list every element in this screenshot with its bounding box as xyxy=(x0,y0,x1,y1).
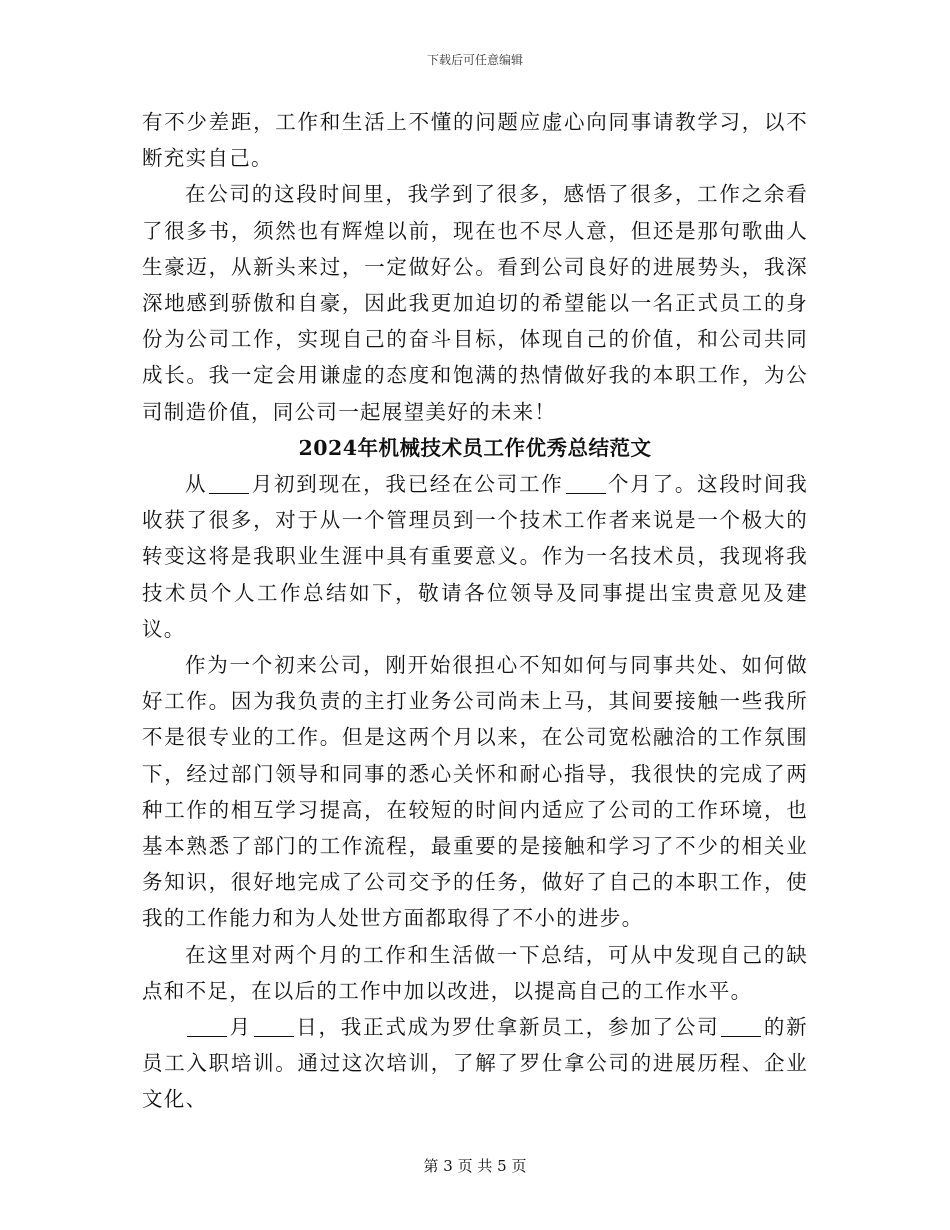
section-title: 2024年机械技术员工作优秀总结范文 xyxy=(298,435,652,460)
paragraph-summary: 在这里对两个月的工作和生活做一下总结，可从中发现自己的缺点和不足，在以后的工作中加以改进，以提高自己的工作水平。 xyxy=(142,942,808,1003)
paragraph-experience: 作为一个初来公司，刚开始很担心不知如何与同事共处、如何做好工作。因为我负责的主打业务公司尚未上马，其间要接触一些我所不是很专业的工作。但是这两个月以来，在公司宽松融洽的工作氛围下，经过部门领导和同事的悉心关怀和耐心指导，我很快的完成了两种工作的相互学习提高，在较短的时间内适应了公司的工作环境，也基本熟悉了部门的工作流程，最重要的是接触和学习了不少的相关业务知识，很好地完成了公司交予的任务，做好了自己的本职工作，使我的工作能力和为人处世方面都取得了不小的进步。 xyxy=(142,653,808,931)
paragraph-onboarding-part-c: 的新员工入职培训。通过这次培训，了解了罗仕拿公司的进展历程、企业文化、 xyxy=(142,1015,808,1112)
paragraph-intro-part-c: 个月了。这段时间我收获了很多，对于从一个管理员到一个技术工作者来说是一个极大的转变这将是我职业生涯中具有重要意义。作为一名技术员，我现将我技术员个人工作总结如下，敬请各位领导及同事提出宝贵意见及建议。 xyxy=(142,472,809,641)
paragraph-intro xyxy=(142,466,808,647)
paragraph-intro-part-a: 从 xyxy=(185,472,208,497)
blank-line xyxy=(187,1016,227,1037)
paragraph-onboarding-part-a: 月 xyxy=(229,1015,252,1040)
paragraph-onboarding-part-b: 日，我正式成为罗仕拿新员工，参加了公司 xyxy=(295,1015,720,1040)
blank-line xyxy=(721,1016,761,1037)
paragraph-continuation: 有不少差距，工作和生活上不懂的问题应虚心向同事请教学习，以不断充实自己。 xyxy=(142,110,808,171)
document-body xyxy=(142,104,808,1118)
blank-line xyxy=(566,473,606,494)
blank-line xyxy=(209,473,249,494)
paragraph-company-time: 在公司的这段时间里，我学到了很多，感悟了很多，工作之余看了很多书，须然也有辉煌以前，现在也不尽人意，但还是那句歌曲人生豪迈，从新头来过，一定做好公。看到公司良好的进展势头，我深深地感到骄傲和自豪，因此我更加迫切的希望能以一名正式员工的身份为公司工作，实现自己的奋斗目标，体现自己的价值，和公司共同成长。我一定会用谦虚的态度和饱满的热情做好我的本职工作，为公司制造价值，同公司一起展望美好的未来！ xyxy=(142,182,808,424)
page-header: 下载后可任意编辑 xyxy=(426,53,523,67)
blank-line xyxy=(254,1016,294,1037)
paragraph-onboarding xyxy=(142,1009,808,1118)
paragraph-intro-part-b: 月初到现在，我已经在公司工作 xyxy=(251,472,564,497)
page-number: 第 3 页 共 5 页 xyxy=(423,1157,527,1175)
